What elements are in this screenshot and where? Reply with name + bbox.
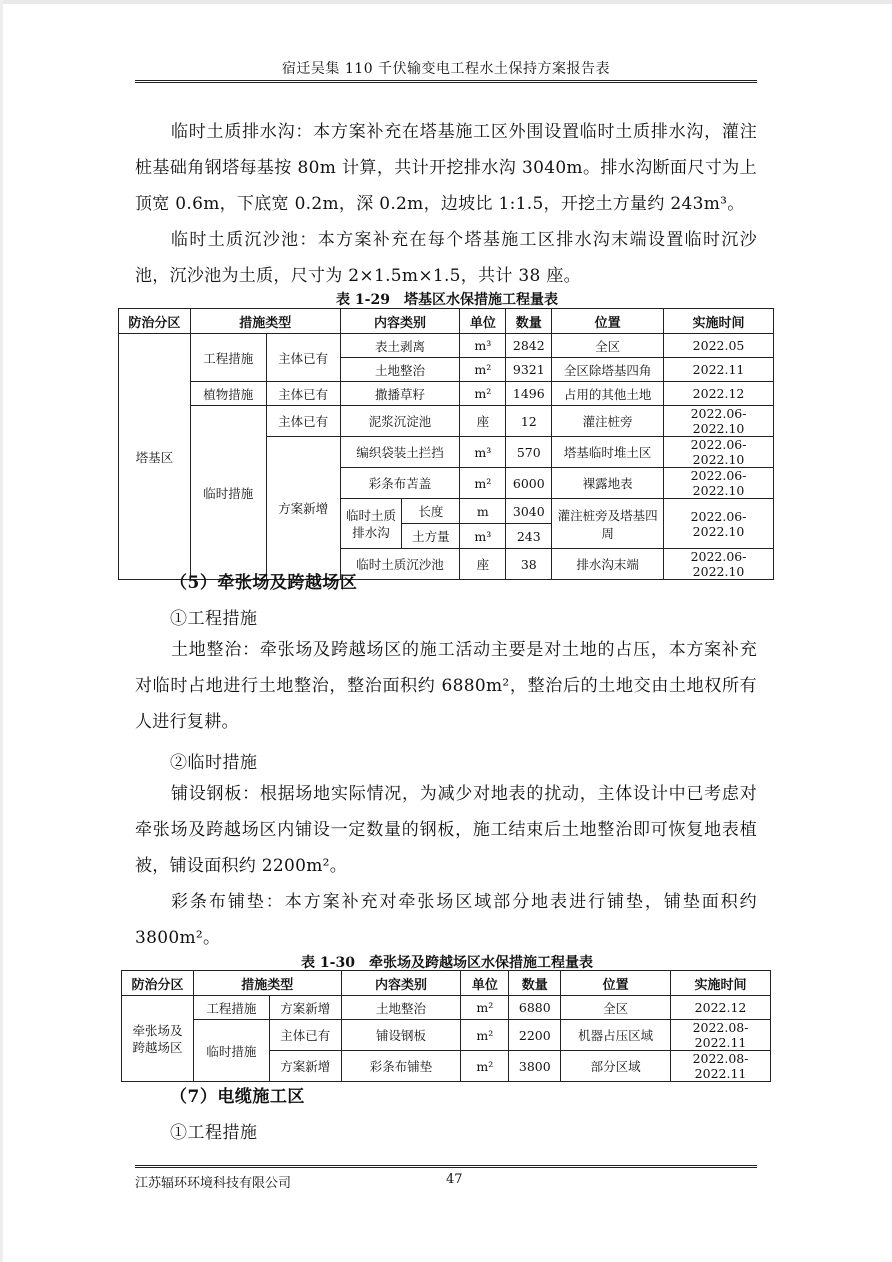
- content-cell: 土地整治: [341, 996, 461, 1020]
- qty-cell: 9321: [506, 358, 552, 382]
- subheading-engineering: ①工程措施: [170, 609, 258, 629]
- col-header: 单位: [460, 309, 506, 334]
- col-header: 内容类别: [340, 309, 460, 334]
- qty-cell: 1496: [506, 382, 552, 406]
- content-cell: 铺设钢板: [341, 1020, 461, 1051]
- paragraph-text: 铺设钢板：根据场地实际情况，为减少对地表的扰动，主体设计中已考虑对牵张场及跨越场区内铺设一定数量的钢板，施工结束后土地整治即可恢复地表植被，铺设面积约 2200m²。: [135, 784, 757, 876]
- table-1-30-caption: 表 1-30 牵张场及跨越场区水保措施工程量表: [301, 955, 593, 971]
- col-header: 单位: [461, 971, 509, 996]
- unit-cell: m²: [461, 996, 509, 1020]
- content-cell: 临时土质沉沙池: [340, 549, 460, 580]
- location-cell: 占用的其他土地: [552, 382, 664, 406]
- qty-cell: 2200: [509, 1020, 561, 1051]
- source-cell: 方案新增: [269, 996, 341, 1020]
- unit-cell: m³: [460, 524, 506, 549]
- col-header: 防治分区: [122, 971, 194, 996]
- unit-cell: m: [460, 499, 506, 524]
- time-cell: 2022.06-2022.10: [664, 437, 774, 468]
- content-cell: 撒播草籽: [340, 382, 460, 406]
- col-header: 措施类型: [193, 971, 341, 996]
- qty-cell: 38: [506, 549, 552, 580]
- source-cell: 主体已有: [266, 406, 340, 437]
- table-header-row: [119, 309, 774, 334]
- subcontent-cell: 土方量: [402, 524, 460, 549]
- unit-cell: m³: [460, 334, 506, 358]
- content-cell: 彩条布苫盖: [340, 468, 460, 499]
- paragraph-text: 彩条布铺垫：本方案补充对牵张场区域部分地表进行铺垫，铺垫面积约 3800m²。: [135, 892, 757, 948]
- category-cell: 工程措施: [190, 334, 266, 382]
- time-cell: 2022.06-2022.10: [664, 406, 774, 437]
- table-row: [122, 996, 771, 1020]
- subcontent-cell: 长度: [402, 499, 460, 524]
- category-cell: 植物措施: [190, 382, 266, 406]
- time-cell: 2022.12: [664, 382, 774, 406]
- category-cell: 临时措施: [190, 406, 266, 580]
- page-header: 宿迁吴集 110 千伏输变电工程水土保持方案报告表: [281, 61, 611, 77]
- paragraph-steel-plate: [135, 776, 757, 884]
- qty-cell: 243: [506, 524, 552, 549]
- table-row: [119, 406, 774, 437]
- location-cell: 全区: [552, 334, 664, 358]
- page-number: 47: [446, 1172, 463, 1187]
- category-cell: 工程措施: [193, 996, 269, 1020]
- zone-cell: 牵张场及跨越场区: [122, 996, 194, 1082]
- table-row: [119, 382, 774, 406]
- col-header: 数量: [506, 309, 552, 334]
- content-cell: 临时土质排水沟: [340, 499, 402, 549]
- time-cell: 2022.06-2022.10: [664, 549, 774, 580]
- qty-cell: 570: [506, 437, 552, 468]
- time-cell: 2022.06-2022.10: [664, 499, 774, 549]
- unit-cell: 座: [460, 406, 506, 437]
- unit-cell: m²: [460, 382, 506, 406]
- paragraph-land-rehab: [135, 632, 757, 740]
- paragraph-settling-pond: [135, 222, 757, 294]
- content-cell: 彩条布铺垫: [341, 1051, 461, 1082]
- col-header: 实施时间: [664, 309, 774, 334]
- content-cell: 表土剥离: [340, 334, 460, 358]
- location-cell: 灌注桩旁及塔基四周: [552, 499, 664, 549]
- location-cell: 排水沟末端: [552, 549, 664, 580]
- content-cell: 编织袋装土拦挡: [340, 437, 460, 468]
- unit-cell: m³: [460, 437, 506, 468]
- source-cell: 主体已有: [266, 334, 340, 382]
- content-cell: 泥浆沉淀池: [340, 406, 460, 437]
- qty-cell: 2842: [506, 334, 552, 358]
- qty-cell: 6880: [509, 996, 561, 1020]
- header-rule: [135, 80, 757, 83]
- subheading-temporary: ②临时措施: [170, 753, 258, 773]
- unit-cell: m²: [461, 1020, 509, 1051]
- col-header: 内容类别: [341, 971, 461, 996]
- col-header: 位置: [552, 309, 664, 334]
- time-cell: 2022.08-2022.11: [671, 1051, 771, 1082]
- footer-company: 江苏辐环环境科技有限公司: [135, 1176, 292, 1191]
- paragraph-drainage-ditch: [135, 114, 757, 222]
- location-cell: 塔基临时堆土区: [552, 437, 664, 468]
- unit-cell: m²: [461, 1051, 509, 1082]
- footer-rule: [135, 1165, 757, 1168]
- qty-cell: 12: [506, 406, 552, 437]
- table-1-29-caption: 表 1-29 塔基区水保措施工程量表: [336, 292, 558, 308]
- table-1-30: [121, 970, 771, 1082]
- category-cell: 临时措施: [193, 1020, 269, 1082]
- location-cell: 全区: [561, 996, 671, 1020]
- time-cell: 2022.11: [664, 358, 774, 382]
- source-cell: 主体已有: [266, 382, 340, 406]
- unit-cell: 座: [460, 549, 506, 580]
- source-cell: 方案新增: [269, 1051, 341, 1082]
- time-cell: 2022.06-2022.10: [664, 468, 774, 499]
- qty-cell: 3800: [509, 1051, 561, 1082]
- zone-cell: 塔基区: [119, 334, 191, 580]
- time-cell: 2022.05: [664, 334, 774, 358]
- source-cell: 主体已有: [269, 1020, 341, 1051]
- paragraph-text: 土地整治：牵张场及跨越场区的施工活动主要是对土地的占压，本方案补充对临时占地进行土地整治，整治面积约 6880m²，整治后的土地交由土地权所有人进行复耕。: [135, 640, 757, 732]
- unit-cell: m²: [460, 468, 506, 499]
- page-edge-left: [0, 0, 3, 1262]
- location-cell: 机器占压区域: [561, 1020, 671, 1051]
- time-cell: 2022.12: [671, 996, 771, 1020]
- qty-cell: 3040: [506, 499, 552, 524]
- qty-cell: 6000: [506, 468, 552, 499]
- paragraph-tarp: [135, 884, 757, 956]
- table-header-row: [122, 971, 771, 996]
- col-header: 位置: [561, 971, 671, 996]
- source-cell: 方案新增: [266, 437, 340, 580]
- col-header: 数量: [509, 971, 561, 996]
- location-cell: 部分区域: [561, 1051, 671, 1082]
- location-cell: 灌注桩旁: [552, 406, 664, 437]
- location-cell: 裸露地表: [552, 468, 664, 499]
- section-heading-5: （5）牵张场及跨越场区: [170, 573, 358, 593]
- table-1-29: [118, 308, 774, 580]
- col-header: 防治分区: [119, 309, 191, 334]
- section-heading-7: （7）电缆施工区: [170, 1087, 305, 1107]
- paragraph-text: 临时土质排水沟：本方案补充在塔基施工区外围设置临时土质排水沟，灌注桩基础角钢塔每基按 80m 计算，共计开挖排水沟 3040m。排水沟断面尺寸为上顶宽 0.6m，下底宽 0.2m，深 0.2m，边坡比 1:1.5，开挖土方量约 243m³。: [135, 122, 757, 214]
- col-header: 实施时间: [671, 971, 771, 996]
- time-cell: 2022.08-2022.11: [671, 1020, 771, 1051]
- unit-cell: m²: [460, 358, 506, 382]
- paragraph-text: 临时土质沉沙池：本方案补充在每个塔基施工区排水沟末端设置临时沉沙池，沉沙池为土质，尺寸为 2×1.5m×1.5，共计 38 座。: [135, 230, 757, 286]
- table-row: [122, 1020, 771, 1051]
- col-header: 措施类型: [190, 309, 340, 334]
- table-row: [119, 334, 774, 358]
- subheading-engineering-7: ①工程措施: [170, 1123, 258, 1143]
- content-cell: 土地整治: [340, 358, 460, 382]
- page-edge-top: [0, 0, 892, 4]
- location-cell: 全区除塔基四角: [552, 358, 664, 382]
